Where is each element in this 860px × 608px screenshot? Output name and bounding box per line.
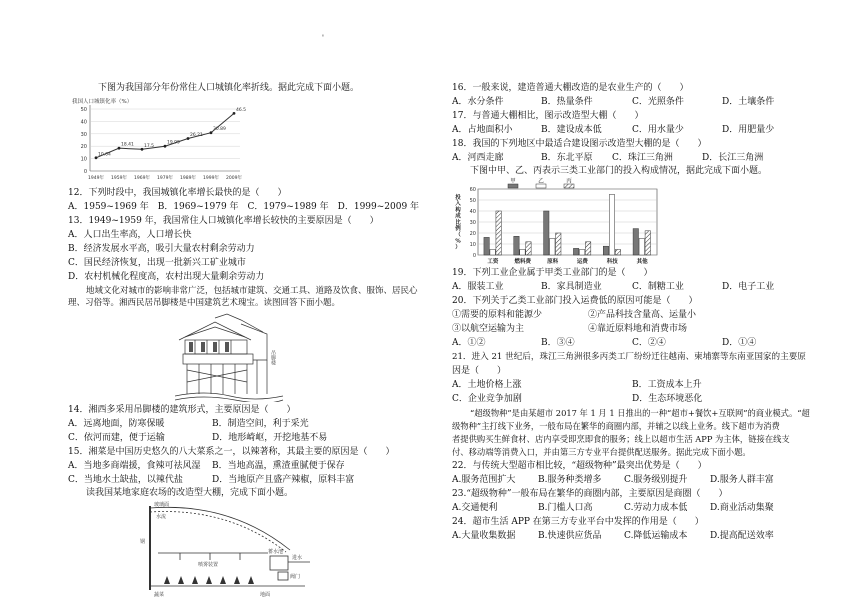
bar	[550, 239, 555, 256]
bar	[633, 229, 638, 255]
q13-stem: 13．1949~1959 年，我国常住人口城镇化率增长较快的主要原因是（ ）	[68, 216, 379, 226]
q17-option-a: A．占地面积小	[452, 125, 513, 135]
intro-supermarket-line1: “超级物种”是由某超市 2017 年 1 月 1 日推出的一种“超市+餐饮+互联网”的商业模式。“超	[470, 408, 810, 418]
intro-line-chart: 下图为我国部分年份常住人口城镇化率折线。据此完成下面小题。	[98, 83, 360, 93]
q23-option-a: A.交通便利	[452, 503, 498, 513]
data-label: 30.89	[213, 127, 226, 133]
label-glass: 玻璃面	[154, 502, 170, 508]
q16-option-b: B．热量条件	[541, 97, 593, 107]
q18-option-d: D．长江三角洲	[702, 153, 764, 163]
x-tick-label: 1989年	[180, 176, 196, 181]
y-tick-label: 20	[469, 231, 476, 237]
q19-option-d: D．电子工业	[722, 282, 775, 292]
data-label: 17.5	[144, 143, 155, 149]
intro-industry: 下图中甲、乙、丙表示三类工业部门的投入构成情况，据此完成下面小题。	[470, 166, 768, 176]
q20-option-c: C．②④	[632, 338, 666, 348]
bar	[609, 195, 614, 256]
data-point	[95, 156, 98, 159]
intro-supermarket-line2: 级物种”主打线下业务，一般布局在繁华的商圈内部，并辅之以线上业务。线下超市为消费	[452, 421, 780, 431]
q17-option-b: B．建设成本低	[541, 125, 602, 135]
legend-label: 甲	[510, 178, 516, 185]
x-tick-label: 其他	[636, 259, 648, 265]
q20-statement-3: ③以航空运输为主	[452, 324, 525, 334]
q14-option-b: B．制造空间，利于采光	[212, 419, 309, 429]
line-chart-ylabel: 我国人口城镇化率（%）	[72, 99, 133, 105]
y-tick-label: 30	[469, 220, 476, 226]
bar	[496, 211, 501, 255]
q21-stem-line1: 21．进入 21 世纪后，珠江三角洲很多丙类工厂纷纷迁往越南、柬埔寨等东南亚国家的主要原	[452, 352, 806, 362]
q22-option-d: D.服务人群丰富	[710, 475, 774, 485]
q21-option-d: D．生态环境恶化	[632, 394, 703, 404]
legend-swatch	[536, 184, 546, 188]
label-ground: 地面	[260, 592, 271, 598]
q18-option-b: B．东北平原	[541, 153, 593, 163]
y-tick-label: 30	[80, 131, 87, 138]
label-steel: 钢	[140, 539, 146, 545]
x-tick-label: 1959年	[111, 176, 127, 181]
q23-option-c: C.劳动力成本低	[624, 503, 688, 513]
q19-option-b: B．家具制造业	[541, 282, 602, 292]
q21-option-b: B．工资成本上升	[632, 380, 702, 390]
q18-option-c: C．珠江三角洲	[612, 153, 673, 163]
q14-option-c: C．依河而建，便于运输	[68, 433, 165, 443]
q21-option-a: A．土地价格上涨	[452, 380, 522, 390]
data-label: 18.41	[121, 142, 134, 148]
q18-stem: 18．我国的下列地区中最适合建设图示改造型大棚的是（ ）	[452, 139, 707, 149]
intro-culture-line1: 地域文化对城市的影响非常广泛，包括城市建筑、交通工具、道路及饮食、服饰、居民心	[86, 286, 418, 296]
intro-greenhouse: 读我国某地家庭农场的改造型大棚，完成下面小题。	[86, 488, 294, 498]
y-tick-label: 40	[469, 209, 476, 215]
legend-label: 乙	[538, 178, 544, 185]
data-point	[233, 112, 236, 115]
stilt-house-sketch	[175, 310, 285, 402]
bar	[573, 248, 578, 255]
q14-option-a: A．远离地面，防寒保暖	[68, 419, 165, 429]
q24-option-a: A.大量收集数据	[452, 531, 516, 541]
q16-option-c: C．光照条件	[632, 97, 684, 107]
bar	[544, 211, 549, 255]
q20-stem: 20．下列关于乙类工业部门投入运费低的原因可能是（ ）	[452, 296, 698, 306]
x-tick-label: 1969年	[134, 176, 150, 181]
q24-stem: 24．超市生活 APP 在第三方专业平台中发挥的作用是（ ）	[452, 517, 704, 527]
data-point	[164, 145, 167, 148]
q23-stem: 23.“超级物种”一般布局在繁华的商圈内部，主要原因是商圈（ ）	[452, 489, 728, 499]
y-axis-label-char: %	[455, 238, 461, 245]
q13-option-b: B．经济发展水平高，吸引大量农村剩余劳动力	[68, 244, 255, 254]
data-point	[210, 131, 213, 134]
y-tick-label: 40	[80, 119, 87, 126]
bar	[639, 239, 644, 256]
urbanization-line-chart	[68, 95, 248, 185]
q13-option-d: D．农村机械化程度高，农村出现大量剩余劳动力	[68, 272, 265, 282]
x-tick-label: 1949年	[88, 176, 104, 181]
greenhouse-diagram	[140, 498, 315, 598]
label-tank: 蓄水池	[268, 549, 284, 555]
q23-option-d: D.商业活动集聚	[710, 503, 774, 513]
q19-option-c: C．制糖工业	[632, 282, 684, 292]
y-axis-label-char: ）	[455, 244, 461, 251]
bar	[526, 242, 531, 255]
q13-option-c: C．国民经济恢复，出现一批新兴工矿业城市	[68, 258, 246, 268]
label-vegetable: 蔬菜	[154, 592, 165, 598]
q21-option-c: C．企业竞争加剧	[452, 394, 522, 404]
q24-option-c: C.降低运输成本	[624, 531, 688, 541]
q20-statement-2: ②产品科技含量高、运量小	[588, 310, 697, 320]
q24-option-d: D.提高配送效率	[710, 531, 774, 541]
y-axis-label-char: 构	[455, 207, 461, 214]
q20-option-d: D．①④	[722, 338, 757, 348]
bar	[645, 231, 650, 255]
intro-supermarket-line4: 付、移动端等消费入口，并由第三方专业平台提供配送服务。据此完成下面小题。	[452, 447, 751, 457]
y-tick-label: 10	[80, 156, 87, 163]
series-line	[96, 113, 234, 157]
bar	[490, 250, 495, 256]
y-axis-label-char: （	[455, 232, 461, 239]
y-axis-label-char: 例	[455, 226, 461, 232]
q15-option-a: A．当地多商端援，食辣可祛风湿	[68, 461, 201, 471]
label-water-flow: 水流	[156, 514, 167, 520]
x-tick-label: 科技	[606, 259, 618, 265]
y-tick-label: 50	[80, 107, 87, 113]
x-tick-label: 工资	[487, 259, 499, 265]
legend-swatch	[508, 184, 518, 188]
intro-supermarket-line3: 者提供购买生鲜食材、店内享受即烹即食的服务；线上以超市生活 APP 为主体，链接在线支	[452, 434, 790, 444]
bar	[615, 250, 620, 256]
x-tick-label: 运费	[576, 259, 588, 265]
photo-caption: 吊脚楼	[270, 350, 276, 365]
x-tick-label: 1979年	[157, 176, 173, 181]
y-axis-label-char: 入	[455, 201, 461, 208]
x-tick-label: 原料	[547, 259, 559, 265]
q19-option-a: A．服装工业	[452, 282, 504, 292]
q16-stem: 16．一般来说，建造普通大棚改造的是农业生产的（ ）	[452, 83, 689, 93]
intro-culture-line2: 理、习俗等。湘西民居吊脚楼是中国建筑艺术瑰宝。读图回答下面小题。	[68, 298, 341, 308]
q16-option-d: D．土壤条件	[722, 97, 775, 107]
q16-option-a: A．水分条件	[452, 97, 504, 107]
q15-option-c: C．当地水土缺盐，以辣代盐	[68, 475, 183, 485]
q21-stem-line2: 因是（ ）	[452, 366, 507, 376]
y-tick-label: 20	[80, 144, 87, 151]
bar	[603, 246, 608, 255]
label-spray: 喷雾装置	[198, 562, 219, 568]
data-point	[141, 148, 144, 151]
y-tick-label: 0	[83, 169, 87, 175]
x-tick-label: 燃料费	[514, 259, 532, 265]
q19-stem: 19．下列工业企业属于甲类工业部门的是（ ）	[452, 268, 653, 278]
y-tick-label: 10	[469, 242, 476, 248]
q12-options: A．1959~1969 年 B．1969~1979 年 C．1979~1989 年 D．1999~2009 年	[68, 202, 420, 212]
q14-stem: 14．湘西多采用吊脚楼的建筑形式，主要原因是（ ）	[68, 405, 296, 415]
bar	[520, 250, 525, 256]
q23-option-b: B.门槛人口高	[538, 503, 593, 513]
legend-label: 丙	[566, 178, 572, 185]
label-valve: 阀门	[290, 574, 301, 580]
bar	[556, 233, 561, 255]
q17-stem: 17．与普通大棚相比，图示改造型大棚（ ）	[452, 111, 644, 121]
label-inlet: 进水	[292, 555, 303, 561]
data-label: 26.21	[190, 132, 203, 138]
q24-option-b: B.快速供应货品	[538, 531, 602, 541]
q22-option-b: B.服务种类增多	[538, 475, 602, 485]
x-tick-label: 2009年	[226, 176, 242, 181]
q22-option-c: C.服务级别提升	[624, 475, 688, 485]
bar	[484, 237, 489, 255]
y-tick-label: 50	[469, 198, 476, 204]
q20-option-a: A．①②	[452, 338, 486, 348]
q14-option-d: D．地形崎岖，开挖地基不易	[212, 433, 328, 443]
q12-stem: 12．下列时段中，我国城镇化率增长最快的是（ ）	[68, 188, 287, 198]
legend-swatch	[564, 184, 574, 188]
page-mark: '	[322, 34, 324, 42]
y-axis-label-char: 投	[455, 195, 461, 201]
q22-option-a: A.服务范围扩大	[452, 475, 516, 485]
q15-option-d: D．当地原产且盛产辣椒，原料丰富	[212, 475, 355, 485]
data-label: 10.64	[98, 152, 111, 158]
data-point	[187, 137, 190, 140]
q20-statement-1: ①需要的原料和能源少	[452, 310, 543, 320]
bar	[514, 236, 519, 255]
y-tick-label: 0	[472, 253, 476, 259]
q17-option-d: D．用肥量少	[722, 125, 775, 135]
q13-option-a: A．人口出生率高，人口增长快	[68, 230, 192, 240]
y-axis-label-char: 比	[455, 219, 461, 226]
q15-stem: 15．湘菜是中国历史悠久的八大菜系之一，以辣著称，其最主要的原因是（ ）	[68, 447, 395, 457]
q18-option-a: A．河西走廊	[452, 153, 504, 163]
industry-bar-chart	[452, 177, 662, 265]
y-tick-label: 60	[469, 187, 476, 193]
data-point	[118, 147, 121, 150]
data-label: 19.99	[167, 140, 180, 146]
y-axis-label-char: 成	[455, 213, 461, 220]
q17-option-c: C．用水量少	[632, 125, 684, 135]
bar	[579, 250, 584, 256]
q22-stem: 22．与传统大型超市相比较，“超级物种”最突出优势是（ ）	[452, 461, 707, 471]
data-label: 46.5	[236, 107, 247, 113]
x-tick-label: 1999年	[203, 176, 219, 181]
q20-statement-4: ④靠近原料地和消费市场	[588, 324, 688, 334]
bar	[585, 242, 590, 255]
q15-option-b: B．当地高温，熏渣重腻便于保存	[212, 461, 345, 471]
q20-option-b: B．③④	[541, 338, 575, 348]
